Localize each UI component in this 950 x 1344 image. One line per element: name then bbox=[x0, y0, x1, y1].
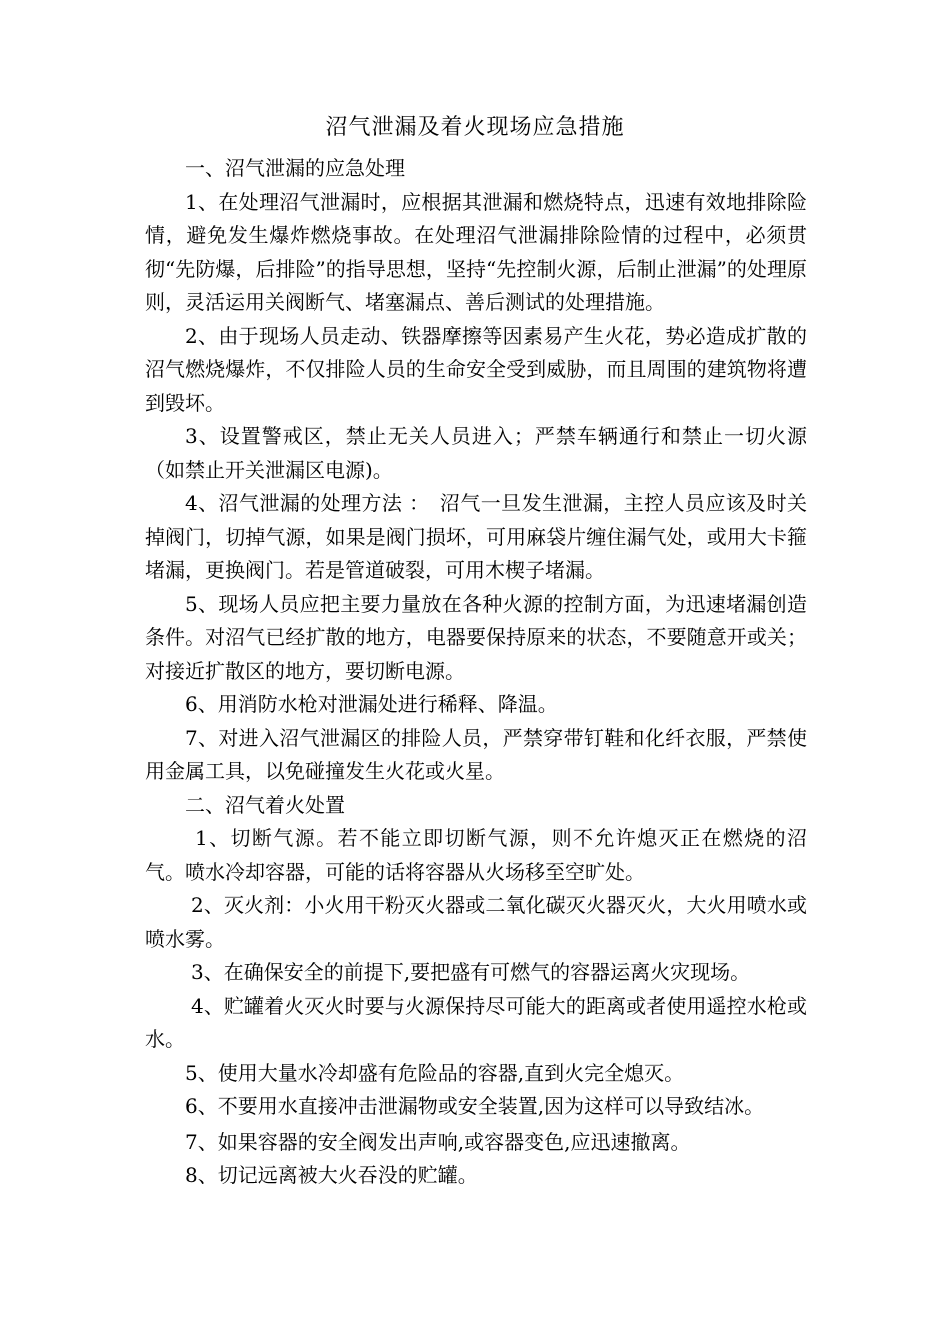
paragraph-leak-1: 1、在处理沼气泄漏时，应根据其泄漏和燃烧特点，迅速有效地排除险情，避免发生爆炸燃烧事故。在处理沼气泄漏排除险情的过程中，必须贯彻“先防爆，后排险”的指导思想，坚持“先控制火源，后制止泄漏”的处理原则，灵活运用关阀断气、堵塞漏点、善后测试的处理措施。 bbox=[145, 189, 807, 314]
paragraph-fire-1: 1、切断气源。若不能立即切断气源，则不允许熄灭正在燃烧的沼气。喷水冷却容器，可能的话将容器从火场移至空旷处。 bbox=[145, 826, 807, 884]
paragraph-leak-7: 7、对进入沼气泄漏区的排险人员，严禁穿带钉鞋和化纤衣服，严禁使用金属工具，以免碰撞发生火花或火星。 bbox=[145, 725, 807, 783]
paragraph-leak-6: 6、用消防水枪对泄漏处进行稀释、降温。 bbox=[185, 692, 558, 716]
paragraph-fire-5: 5、使用大量水冷却盛有危险品的容器,直到火完全熄灭。 bbox=[185, 1060, 685, 1085]
paragraph-leak-3: 3、设置警戒区，禁止无关人员进入；严禁车辆通行和禁止一切火源（如禁止开关泄漏区电源)。 bbox=[145, 424, 807, 482]
paragraph-fire-3: 3、在确保安全的前提下,要把盛有可燃气的容器运离火灾现场。 bbox=[191, 960, 751, 984]
paragraph-leak-4: 4、沼气泄漏的处理方法 ： 沼气一旦发生泄漏，主控人员应该及时关掉阀门，切掉气源，如果是阀门损坏，可用麻袋片缠住漏气处，或用大卡箍堵漏，更换阀门。若是管道破裂，可用木楔子堵漏。 bbox=[145, 491, 807, 582]
paragraph-fire-6: 6、不要用水直接冲击泄漏物或安全装置,因为这样可以导致结冰。 bbox=[185, 1094, 765, 1118]
paragraph-leak-5: 5、现场人员应把主要力量放在各种火源的控制方面，为迅速堵漏创造条件。对沼气已经扩散的地方，电器要保持原来的状态，不要随意开或关；对接近扩散区的地方，要切断电源。 bbox=[145, 591, 807, 683]
document-body bbox=[145, 152, 807, 1193]
section-heading-leak: 一、沼气泄漏的应急处理 bbox=[185, 156, 405, 180]
paragraph-fire-2: 2、灭火剂：小火用干粉灭火器或二氧化碳灭火器灭火，大火用喷水或喷水雾。 bbox=[145, 893, 807, 951]
paragraph-fire-7: 7、如果容器的安全阀发出声响,或容器变色,应迅速撤离。 bbox=[185, 1129, 691, 1154]
paragraph-leak-2: 2、由于现场人员走动、铁器摩擦等因素易产生火花，势必造成扩散的沼气燃烧爆炸，不仅排险人员的生命安全受到威胁，而且周围的建筑物将遭到毁坏。 bbox=[145, 323, 807, 415]
paragraph-fire-4: 4、贮罐着火灭火时要与火源保持尽可能大的距离或者使用遥控水枪或水。 bbox=[145, 993, 807, 1051]
paragraph-fire-8: 8、切记远离被大火吞没的贮罐。 bbox=[185, 1163, 478, 1187]
document-title: 沼气泄漏及着火现场应急措施 bbox=[325, 115, 625, 140]
section-heading-fire: 二、沼气着火处置 bbox=[185, 792, 345, 817]
